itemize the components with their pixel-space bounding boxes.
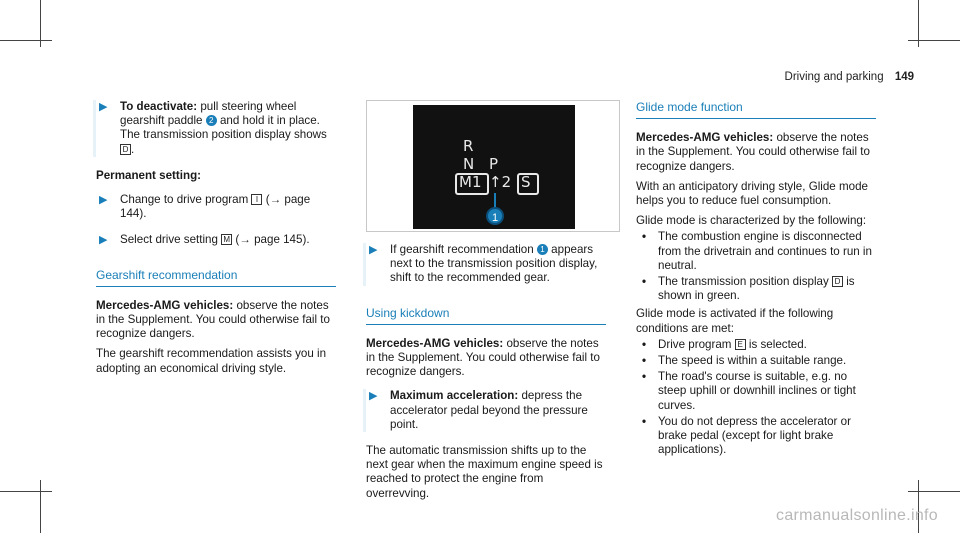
bullet-icon: • — [642, 337, 647, 351]
paragraph: Mercedes-AMG vehicles: observe the notes in the Supplement. You could otherwise fail to recognize dangers. — [96, 298, 330, 341]
page-ref-link[interactable]: (→ page 145). — [235, 233, 310, 247]
step-arrow-icon: ▶ — [369, 244, 378, 256]
crop-mark — [908, 491, 960, 492]
paragraph: Mercedes-AMG vehicles: observe the notes in the Supplement. You could otherwise fail to recognize dangers. — [366, 336, 600, 379]
page-ref-link[interactable]: (→ page 144). — [120, 193, 311, 221]
gear-n-label: N — [463, 155, 475, 173]
paragraph: With an anticipatory driving style, Glide mode helps you to reduce fuel consumption. — [636, 179, 868, 208]
crop-mark — [0, 40, 52, 41]
list-item: • The combustion engine is disconnected from the drivetrain and continues to run in neutral. — [642, 230, 872, 272]
column-right — [636, 100, 876, 459]
section-heading-kickdown: Using kickdown — [366, 306, 606, 325]
step-shift-recommended: ▶ If gearshift recommendation 1 appears next to the transmission position display, shift to the recommended gear. — [363, 243, 606, 286]
section-heading-gearshift: Gearshift recommendation — [96, 268, 336, 287]
paragraph: Mercedes-AMG vehicles: observe the notes in the Supplement. You could otherwise fail to recognize dangers. — [636, 131, 870, 173]
running-header — [785, 71, 914, 83]
display-d-symbol-icon: D — [832, 276, 843, 287]
paragraph: Glide mode is characterized by the following: — [636, 214, 867, 228]
section-title: Driving and parking — [784, 71, 884, 83]
gear-m1-label: M1 — [459, 173, 482, 191]
crop-mark — [0, 491, 52, 492]
upshift-recommendation: ↑2 — [489, 173, 512, 191]
gear-display-figure — [366, 100, 620, 232]
list-item: • Drive program E is selected. — [642, 337, 807, 351]
step-arrow-icon: ▶ — [369, 390, 378, 403]
callout-1-icon: 1 — [486, 207, 504, 225]
bullet-icon: • — [642, 414, 647, 428]
column-left — [96, 100, 336, 382]
gear-p-label: P — [489, 155, 499, 173]
step-arrow-icon: ▶ — [99, 101, 108, 113]
bullet-icon: • — [642, 354, 647, 368]
list-item: • The transmission position display D is shown in green. — [642, 275, 855, 303]
paragraph: The gearshift recommendation assists you in adopting an economical driving style. — [96, 347, 327, 375]
crop-mark — [40, 480, 41, 533]
manual-m-icon: M — [221, 234, 232, 245]
crop-mark — [908, 40, 960, 41]
display-d-symbol-icon: D — [120, 144, 131, 155]
callout-2-icon: 2 — [206, 115, 217, 126]
permanent-setting-title: Permanent setting: — [96, 168, 202, 182]
step-arrow-icon: ▶ — [99, 234, 108, 247]
step-change-program: ▶ Change to drive program I (→ page 144). — [99, 193, 311, 221]
gear-r-label: R — [463, 137, 474, 155]
gear-s-label: S — [521, 173, 531, 191]
drive-program-e-icon: E — [735, 339, 746, 350]
callout-1-icon: 1 — [537, 244, 548, 255]
list-item: • The road's course is suitable, e.g. no steep uphill or downhill inclines or tight curves. — [642, 370, 856, 412]
instrument-display — [413, 105, 575, 229]
list-item: • You do not depress the accelerator or brake pedal (except for light brake applications). — [642, 414, 851, 457]
bullet-icon: • — [642, 230, 647, 244]
step-deactivate: ▶ To deactivate: pull steering wheel gearshift paddle 2 and hold it in place. The transmission position display shows D . — [93, 100, 336, 157]
column-middle — [366, 243, 606, 507]
watermark: carmanualsonline.info — [776, 507, 938, 524]
step-max-acceleration: ▶ Maximum acceleration: depress the accelerator pedal beyond the pressure point. — [363, 389, 606, 432]
step-select-setting: ▶ Select drive setting M (→ page 145). — [99, 233, 310, 247]
section-heading-glide: Glide mode function — [636, 100, 876, 119]
paragraph: The automatic transmission shifts up to the next gear when the maximum engine speed is reached to protect the engine from overrevving. — [366, 444, 603, 500]
page-number: 149 — [894, 71, 914, 83]
bullet-icon: • — [642, 275, 647, 289]
list-item: • The speed is within a suitable range. — [642, 354, 847, 368]
step-arrow-icon: ▶ — [99, 194, 108, 207]
drive-program-i-icon: I — [251, 194, 262, 205]
bullet-icon: • — [642, 370, 647, 384]
paragraph: Glide mode is activated if the following conditions are met: — [636, 307, 834, 335]
